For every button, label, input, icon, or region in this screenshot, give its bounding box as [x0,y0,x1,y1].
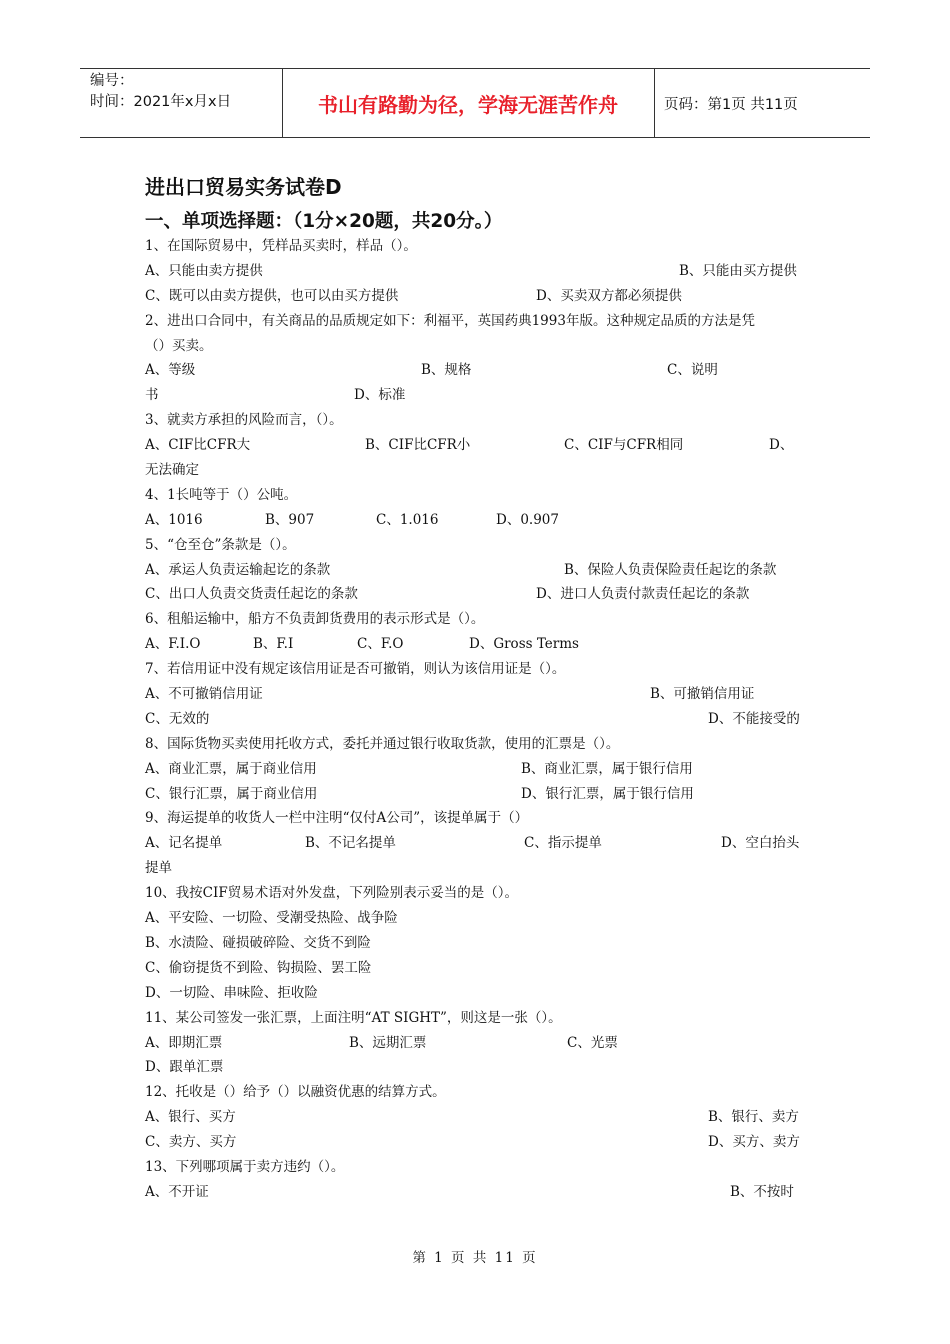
option-text: D、0.907 [496,511,559,528]
line-text: C、出口人负责交货责任起讫的条款 [145,586,358,603]
text-line [145,358,810,383]
text-line [145,582,810,607]
line-text: A、银行、买方 [145,1109,236,1126]
text-line [145,782,810,807]
document-title: 进出口贸易实务试卷D [145,175,342,199]
option-text: B、商业汇票，属于银行信用 [521,760,693,777]
text-line [145,1055,810,1080]
text-line [145,284,810,309]
line-text: A、等级 [145,362,196,379]
line-text: A、F.I.O [145,636,201,653]
line-text: 11、某公司签发一张汇票，上面注明“AT SIGHT”，则这是一张（）。 [145,1009,562,1026]
line-text: A、平安险、一切险、受潮受热险、战争险 [145,910,398,927]
option-text: D、买方、卖方 [708,1134,800,1151]
text-line [145,433,810,458]
option-text: D、 [769,437,794,454]
line-text: A、即期汇票 [145,1034,223,1051]
option-text: C、说明 [667,362,718,379]
header-page-info: 页码：第1页 共11页 [664,96,798,113]
text-line [145,458,810,483]
text-line [145,906,810,931]
text-line [145,1080,810,1105]
option-text: D、不能接受的 [708,710,800,727]
line-text: B、水渍险、碰损破碎险、交货不到险 [145,934,371,951]
option-text: D、空白抬头 [721,835,800,852]
text-line [145,806,810,831]
line-text: 8、国际货物买卖使用托收方式，委托并通过银行收取货款，使用的汇票是（）。 [145,735,620,752]
page-footer: 第 1 页 共 11 页 [412,1250,538,1266]
line-text: A、CIF比CFR大 [145,437,251,454]
option-text: C、光票 [567,1034,618,1051]
line-text: 1、在国际贸易中，凭样品买卖时，样品（）。 [145,238,417,254]
text-line [145,931,810,956]
option-text: D、进口人负责付款责任起讫的条款 [536,586,750,603]
text-line [145,831,810,856]
text-line [145,259,810,284]
line-text: A、记名提单 [145,835,223,852]
option-text: B、不按时 [730,1183,794,1200]
line-text: 13、下列哪项属于卖方违约（）。 [145,1158,345,1175]
text-line [145,408,810,433]
text-line [145,607,810,632]
line-text: 10、我按CIF贸易术语对外发盘，下列险别表示妥当的是（）。 [145,885,518,902]
line-text: D、跟单汇票 [145,1059,224,1076]
text-line [145,1031,810,1056]
text-line [145,558,810,583]
text-line [145,707,810,732]
line-text: A、1016 [145,511,203,528]
line-text: A、商业汇票，属于商业信用 [145,760,317,777]
line-text: A、不可撤销信用证 [145,686,263,703]
line-text: C、偷窃提货不到险、钩损险、罢工险 [145,959,372,976]
line-text: 6、租船运输中，船方不负责卸货费用的表示形式是（）。 [145,611,485,628]
line-text: 5、“仓至仓”条款是（）。 [145,536,296,553]
option-text: D、标准 [354,387,406,404]
text-line [145,881,810,906]
line-text: 12、托收是（）给予（）以融资优惠的结算方式。 [145,1084,446,1101]
text-line [145,956,810,981]
option-text: D、买卖双方都必须提供 [536,287,682,304]
line-text: A、不开证 [145,1183,209,1200]
text-line [145,657,810,682]
option-text: B、远期汇票 [349,1034,427,1051]
option-text: B、只能由买方提供 [679,262,797,279]
text-line [145,981,810,1006]
header-time: 时间：2021年x月x日 [90,94,232,110]
text-line [145,632,810,657]
line-text: 无法确定 [145,462,199,479]
option-text: C、F.O [357,636,404,653]
text-line [145,757,810,782]
line-text: 书 [145,387,159,404]
line-text: A、只能由卖方提供 [145,262,263,279]
text-line [145,508,810,533]
text-line [145,334,810,359]
text-line [145,1155,810,1180]
text-line [145,234,810,259]
line-text: C、无效的 [145,710,210,727]
option-text: C、CIF与CFR相同 [564,437,684,454]
header-motto: 书山有路勤为径，学海无涯苦作舟 [318,92,618,117]
line-text: C、卖方、买方 [145,1134,237,1151]
line-text: C、既可以由卖方提供，也可以由买方提供 [145,287,399,304]
line-text: 4、1长吨等于（）公吨。 [145,486,298,503]
option-text: B、907 [265,511,315,528]
option-text: B、CIF比CFR小 [365,437,471,454]
question-list [145,234,810,1205]
text-line [145,483,810,508]
line-text: （）买卖。 [145,337,213,354]
text-line [145,1130,810,1155]
option-text: B、保险人负责保险责任起讫的条款 [564,561,777,578]
section-heading: 一、单项选择题：（1分×20题，共20分。） [145,211,503,232]
option-text: D、Gross Terms [469,636,579,653]
line-text: D、一切险、串味险、拒收险 [145,984,318,1001]
header-meta [90,71,231,113]
line-text: C、银行汇票，属于商业信用 [145,785,318,802]
option-text: C、1.016 [376,511,439,528]
text-line [145,533,810,558]
line-text: 提单 [145,860,172,877]
option-text: B、规格 [421,362,472,379]
header-divider [654,69,655,137]
line-text: A、承运人负责运输起讫的条款 [145,561,331,578]
text-line [145,856,810,881]
text-line [145,1105,810,1130]
text-line [145,1006,810,1031]
text-line [145,1180,810,1205]
page-header [80,68,870,138]
option-text: B、可撤销信用证 [650,686,755,703]
option-text: B、F.I [253,636,294,653]
text-line [145,682,810,707]
text-line [145,383,810,408]
text-line [145,309,810,334]
header-number: 编号： [90,73,134,89]
line-text: 7、若信用证中没有规定该信用证是否可撤销，则认为该信用证是（）。 [145,661,566,678]
option-text: D、银行汇票，属于银行信用 [521,785,694,802]
option-text: B、不记名提单 [305,835,396,852]
text-line [145,732,810,757]
line-text: 3、就卖方承担的风险而言，（）。 [145,412,343,429]
option-text: C、指示提单 [524,835,602,852]
line-text: 9、海运提单的收货人一栏中注明“仅付A公司”，该提单属于（） [145,810,529,827]
line-text: 2、进出口合同中，有关商品的品质规定如下：利福平，英国药典1993年版。这种规定品质的方法是凭 [145,312,755,329]
option-text: B、银行、卖方 [708,1109,799,1126]
